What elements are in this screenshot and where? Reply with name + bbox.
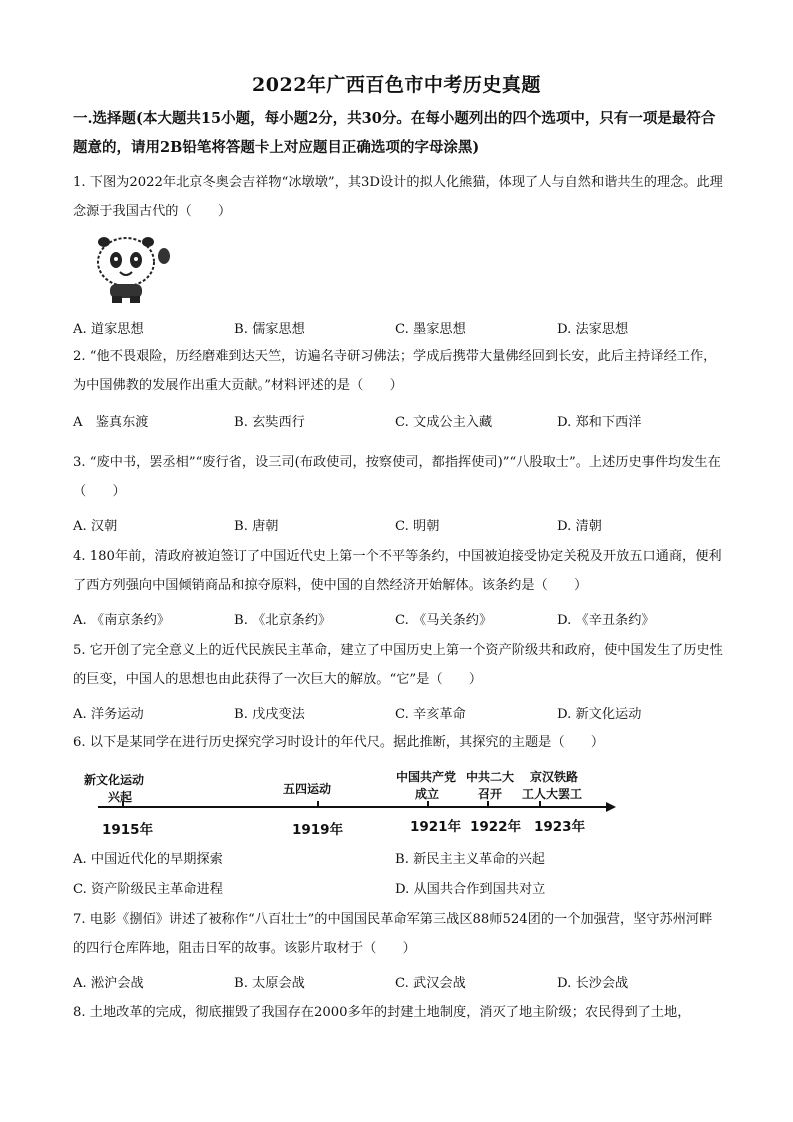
- option-d: D. 清朝: [557, 519, 602, 534]
- option-c: C. 辛亥革命: [395, 707, 466, 722]
- question-6-options-row2: [73, 878, 723, 900]
- timeline-year: 1923年: [534, 819, 586, 835]
- option-c: C. 明朝: [395, 519, 440, 534]
- option-d: D. 长沙会战: [557, 976, 629, 991]
- question-7-stem: 7. 电影《捌佰》讲述了被称作“八百壮士”的中国国民革命军第三战区88师524团的一个加强营，坚守苏州河畔的四行仓库阵地，阻击日军的故事。该影片取材于（ ）: [73, 912, 713, 956]
- timeline-event-sublabel: 兴起: [108, 790, 133, 804]
- option-b: B. 太原会战: [234, 976, 305, 991]
- option-a: A. 淞沪会战: [73, 976, 144, 991]
- timeline-event-label: 京汉铁路: [530, 770, 579, 784]
- option-c: C. 墨家思想: [395, 322, 466, 337]
- option-a: A. 汉朝: [73, 519, 118, 534]
- question-4-options: [73, 609, 723, 631]
- page-title: 2022年广西百色市中考历史真题: [252, 74, 541, 96]
- option-b: B. 《北京条约》: [234, 613, 332, 628]
- option-d: D. 法家思想: [557, 322, 629, 337]
- option-d: D. 新文化运动: [557, 707, 642, 722]
- option-c: C. 文成公主入藏: [395, 415, 493, 430]
- timeline-event-label: 中国共产党: [396, 770, 457, 784]
- option-b: B. 儒家思想: [234, 322, 305, 337]
- option-a: A. 《南京条约》: [73, 613, 171, 628]
- option-b: B. 玄奘西行: [234, 415, 305, 430]
- question-3-options: [73, 515, 723, 537]
- question-4-stem: 4. 180年前，清政府被迫签订了中国近代史上第一个不平等条约，中国被迫接受协定关税及开放五口通商，便利了西方列强向中国倾销商品和掠夺原料，使中国的自然经济开始解体。该条约是（ ）: [73, 549, 722, 593]
- option-d: D. 郑和下西洋: [557, 415, 642, 430]
- timeline-year: 1921年: [410, 819, 462, 835]
- question-6-options-row1: [73, 848, 723, 870]
- option-c: C. 《马关条约》: [395, 613, 493, 628]
- timeline-event-sublabel: 召开: [478, 787, 503, 801]
- question-1-options: [73, 318, 723, 340]
- option-b: B. 新民主主义革命的兴起: [395, 852, 545, 867]
- option-a: A. 洋务运动: [73, 707, 144, 722]
- question-2-stem: 2. “他不畏艰险，历经磨难到达天竺，访遍名寺研习佛法；学成后携带大量佛经回到长安，此后主持译经工作，为中国佛教的发展作出重大贡献。”材料评述的是（ ）: [73, 349, 717, 393]
- question-8-stem: 8. 土地改革的完成，彻底摧毁了我国存在2000多年的封建土地制度，消灭了地主阶级；农民得到了土地，: [73, 1005, 691, 1020]
- option-a: A. 中国近代化的早期探索: [73, 852, 223, 867]
- option-c: C. 武汉会战: [395, 976, 466, 991]
- option-c: C. 资产阶级民主革命进程: [73, 882, 223, 897]
- timeline-event-label: 中共二大: [466, 770, 515, 784]
- option-d: D. 从国共合作到国共对立: [395, 882, 546, 897]
- option-a: A 鉴真东渡: [73, 415, 149, 430]
- option-d: D. 《辛丑条约》: [557, 613, 655, 628]
- question-2-options: [73, 411, 723, 433]
- timeline-ruler: [78, 763, 618, 841]
- question-3-stem: 3. “废中书，罢丞相”“废行省，设三司(布政使司，按察使司，都指挥使司)”“八股取士”。上述历史事件均发生在（ ）: [73, 455, 721, 499]
- option-a: A. 道家思想: [73, 322, 144, 337]
- section-heading: 一.选择题(本大题共15小题，每小题2分，共30分。在每小题列出的四个选项中，只有一项是最符合题意的，请用2B铅笔将答题卡上对应题目正确选项的字母涂黑): [73, 110, 716, 156]
- question-5-options: [73, 703, 723, 725]
- timeline-event-label: 五四运动: [283, 782, 332, 796]
- panda-mascot-icon: [80, 232, 180, 304]
- question-1-stem: 1. 下图为2022年北京冬奥会吉祥物“冰墩墩”，其3D设计的拟人化熊猫，体现了人与自然和谐共生的理念。此理念源于我国古代的（ ）: [73, 175, 723, 219]
- question-7-options: [73, 972, 723, 994]
- question-5-stem: 5. 它开创了完全意义上的近代民族民主革命，建立了中国历史上第一个资产阶级共和政府，使中国发生了历史性的巨变，中国人的思想也由此获得了一次巨大的解放。“它”是（ ）: [73, 643, 723, 687]
- option-b: B. 唐朝: [234, 519, 279, 534]
- question-6-stem: 6. 以下是某同学在进行历史探究学习时设计的年代尺。据此推断，其探究的主题是（ ）: [73, 735, 605, 750]
- timeline-year: 1915年: [102, 822, 154, 838]
- timeline-year: 1919年: [292, 822, 344, 838]
- timeline-event-label: 新文化运动: [84, 773, 145, 787]
- timeline-year: 1922年: [470, 819, 522, 835]
- option-b: B. 戊戌变法: [234, 707, 305, 722]
- timeline-event-sublabel: 成立: [415, 787, 440, 801]
- timeline-event-sublabel: 工人大罢工: [522, 787, 583, 801]
